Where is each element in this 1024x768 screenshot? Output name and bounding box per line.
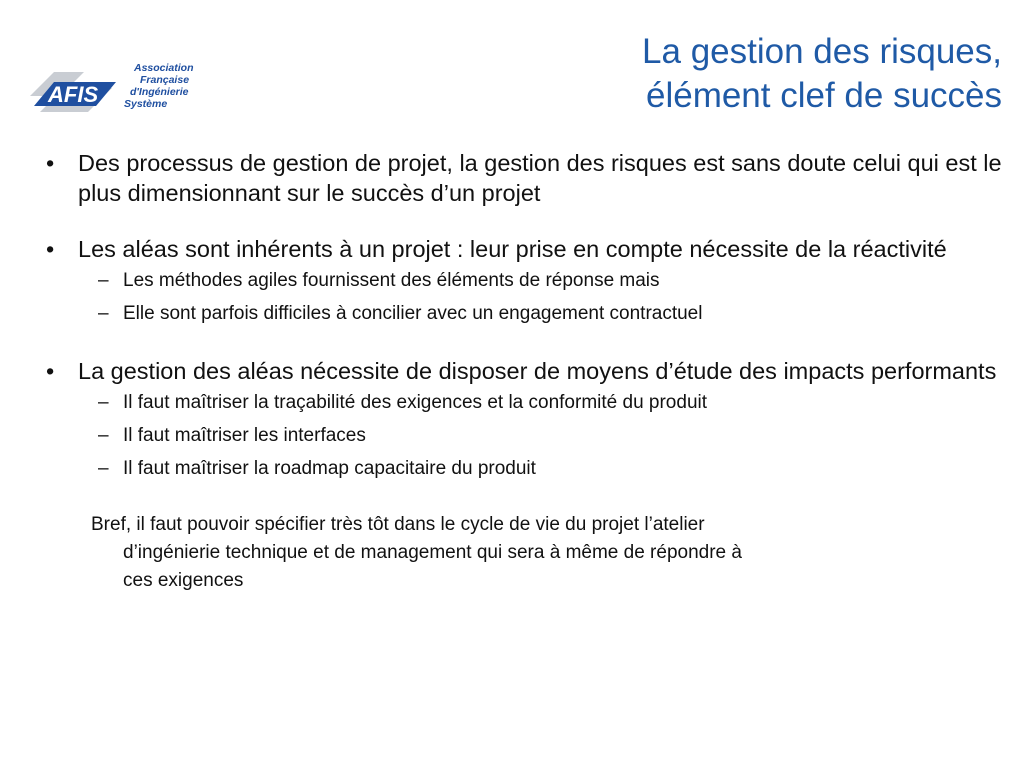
logo-line-3: d'Ingénierie	[130, 86, 189, 98]
logo-line-2: Française	[140, 74, 190, 86]
sub-bullet-marker: –	[98, 425, 109, 446]
bullet-text: Les aléas sont inhérents à un projet : leur prise en compte nécessite de la réactivité	[78, 236, 947, 262]
bullet-item	[0, 234, 1024, 264]
conclusion-line-2: d’ingénierie technique et de management qui sera à même de répondre à	[123, 542, 742, 563]
bullet-item	[0, 356, 1024, 386]
conclusion-line-3: ces exigences	[123, 570, 244, 591]
slide-content	[0, 148, 1024, 595]
sub-bullet-item	[0, 386, 1024, 419]
sub-bullet-item	[0, 297, 1024, 330]
bullet-item	[0, 148, 1024, 208]
bullet-marker: •	[46, 236, 55, 262]
logo-line-4: Système	[124, 98, 168, 110]
sub-bullet-item	[0, 264, 1024, 297]
logo-text	[118, 62, 194, 110]
logo-line-1: Association	[134, 62, 194, 74]
conclusion-line-1: Bref, il faut pouvoir spécifier très tôt dans le cycle de vie du projet l’atelier	[91, 514, 705, 535]
bullet-marker: •	[46, 358, 55, 384]
conclusion-paragraph	[0, 511, 1024, 595]
sub-bullet-text: Les méthodes agiles fournissent des éléments de réponse mais	[123, 270, 660, 291]
bullet-text: La gestion des aléas nécessite de disposer de moyens d’étude des impacts performants	[78, 358, 997, 384]
slide-title-line-2: élément clef de succès	[645, 76, 1002, 115]
afis-logo	[26, 58, 226, 124]
sub-bullet-item	[0, 419, 1024, 452]
slide-title	[482, 30, 1002, 118]
sub-bullet-marker: –	[98, 270, 109, 291]
sub-bullet-marker: –	[98, 303, 109, 324]
sub-bullet-text: Il faut maîtriser la roadmap capacitaire du produit	[123, 458, 536, 479]
sub-bullet-marker: –	[98, 392, 109, 413]
bullet-text: Des processus de gestion de projet, la gestion des risques est sans doute celui qui est le plus dimensionnant sur le succès d’un projet	[78, 150, 1002, 206]
sub-bullet-marker: –	[98, 458, 109, 479]
sub-bullet-text: Elle sont parfois difficiles à concilier avec un engagement contractuel	[123, 303, 703, 324]
bullet-marker: •	[46, 150, 55, 176]
afis-logo-mark	[26, 62, 126, 122]
sub-bullet-text: Il faut maîtriser la traçabilité des exigences et la conformité du produit	[123, 392, 708, 413]
afis-acronym: AFIS	[48, 82, 99, 107]
slide-title-line-1: La gestion des risques,	[642, 32, 1002, 71]
sub-bullet-item	[0, 452, 1024, 485]
sub-bullet-text: Il faut maîtriser les interfaces	[123, 425, 366, 446]
